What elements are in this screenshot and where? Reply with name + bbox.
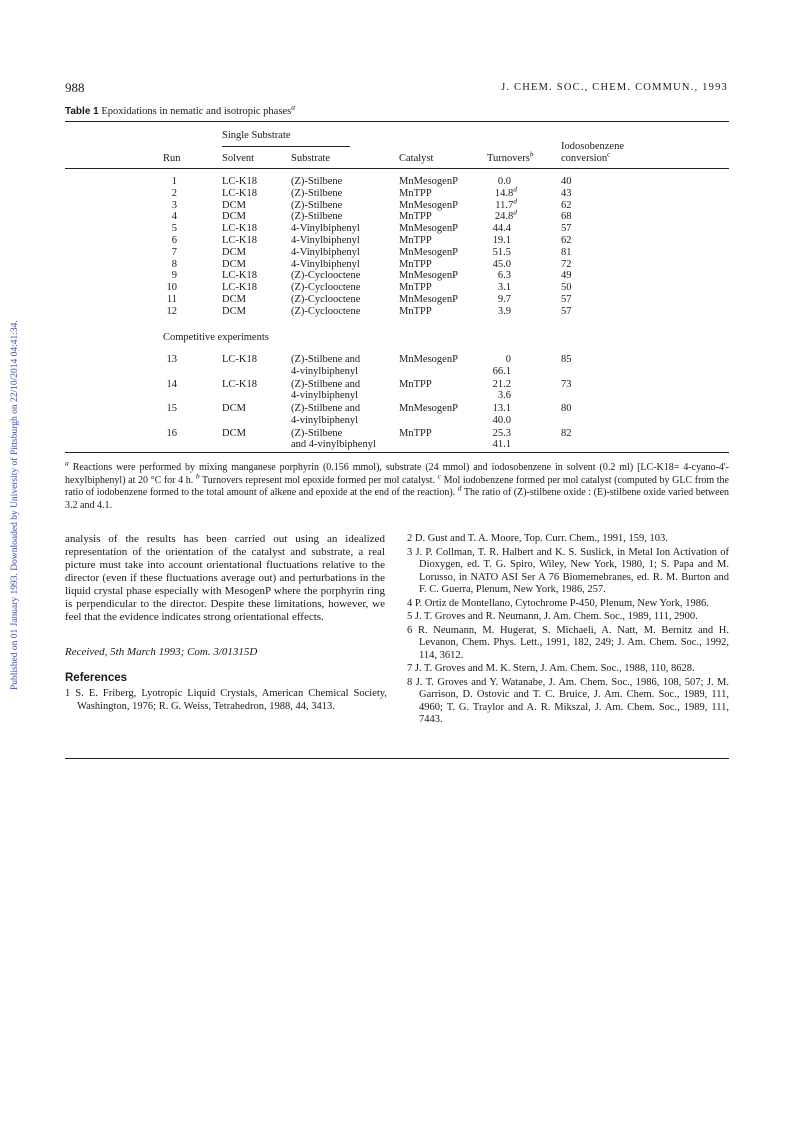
reference-item: 3 J. P. Collman, T. R. Halbert and K. S. Suslick, in Metal Ion Activation of Dioxygen, ed. T. G. Spiro, Wiley, New York, 1980, 1; S. Papa and M. Lorusso, in NATO ASI Ser A 76 Biomemebranes, ed. R. M. Burton and F. C. Guerra, Plenum, New York, 1986, 257.	[407, 546, 729, 595]
col-header-turnovers-text: Turnovers	[487, 153, 530, 164]
cell-catalyst: MnMesogenP	[399, 199, 458, 211]
col-header-run: Run	[163, 153, 181, 164]
cell-catalyst: MnTPP	[399, 427, 432, 439]
header-bottom-rule	[65, 168, 729, 169]
cell-substrate: 4-Vinylbiphenyl	[291, 223, 360, 235]
cell-substrate: (Z)-Stilbene	[291, 199, 343, 211]
cell-turnovers: 14.8$^d$	[494, 184, 517, 199]
cell-catalyst: MnMesogenP	[399, 223, 458, 235]
cell-turnovers-second: 66.1	[492, 365, 511, 377]
footnote-a: Reactions were performed by mixing manganese porphyrin (0.156 mmol), substrate (24 mmol) and iodosobenzene in solvent (0.2 ml) [LC-K18= 4-cyano-4'-hexylbiphenyl) at 20 °C for 4 h.	[65, 462, 730, 486]
cell-solvent: LC-K18	[222, 223, 257, 235]
table-top-rule	[65, 121, 729, 122]
cell-conversion: 57	[561, 294, 572, 305]
cell-run: 15	[166, 403, 177, 414]
cell-solvent: DCM	[222, 403, 246, 414]
cell-run: 8	[171, 258, 177, 270]
cell-catalyst: MnTPP	[399, 187, 432, 199]
cell-conversion: 81	[561, 246, 572, 258]
col-header-conversion-line1: Iodosobenzene	[561, 141, 624, 152]
turnovers-footnote-mark: b	[529, 149, 534, 159]
cell-catalyst: MnTPP	[399, 378, 432, 390]
cell-substrate: (Z)-Stilbene and	[291, 403, 361, 414]
cell-turnovers: 0.0	[497, 176, 511, 187]
cell-run: 7	[171, 246, 177, 258]
cell-solvent: DCM	[222, 294, 246, 305]
cell-catalyst: MnMesogenP	[399, 294, 458, 305]
reference-item: 7 J. T. Groves and M. K. Stern, J. Am. Chem. Soc., 1988, 110, 8628.	[407, 663, 695, 674]
cell-conversion: 50	[561, 282, 572, 294]
competitive-section-label: Competitive experiments	[163, 332, 269, 343]
cell-conversion: 72	[561, 258, 572, 270]
cell-conversion: 85	[561, 354, 572, 365]
cell-conversion: 80	[561, 403, 572, 414]
reference-item: 8 J. T. Groves and Y. Watanabe, J. Am. Chem. Soc., 1986, 108, 507; J. M. Garrison, D. Ostovic and T. C. Bruice, J. Am. Chem. Soc., 1989, 111, 4960; T. G. Traylor and A. R. Mikszal, J. Am. Chem. Soc., 1989, 111, 7443.	[407, 676, 729, 725]
cell-turnovers: 51.5	[492, 246, 511, 258]
cell-run: 13	[166, 354, 177, 365]
cell-substrate-continued: 4-vinylbiphenyl	[291, 365, 359, 377]
footnote-d: The ratio of (Z)-stilbene oxide : (E)-stilbene oxide varied between 3.2 and 4.1.	[65, 487, 730, 511]
cell-substrate: 4-Vinylbiphenyl	[291, 258, 360, 270]
cell-substrate-continued: 4-vinylbiphenyl	[291, 390, 359, 401]
cell-run: 4	[171, 211, 177, 223]
cell-solvent: LC-K18	[222, 270, 257, 282]
col-header-conversion-line2	[561, 149, 611, 165]
cell-catalyst: MnMesogenP	[399, 270, 458, 282]
table-bottom-rule	[65, 452, 729, 453]
cell-conversion: 73	[561, 378, 572, 390]
cell-turnovers: 45.0	[492, 258, 511, 270]
footnote-c: Mol iodobenzene formed per mol catalyst (computed by GLC from the ratio of iodobenzene formed to the total amount of alkene and epoxide at the end of the reaction).	[65, 474, 729, 498]
cell-run: 16	[166, 427, 177, 439]
cell-turnovers: 21.2	[492, 378, 511, 390]
turnovers-footnote-mark: d	[513, 207, 517, 217]
cell-conversion: 57	[561, 223, 572, 235]
cell-solvent: LC-K18	[222, 176, 257, 187]
page-number: 988	[65, 80, 85, 95]
footnote-a-mark: a	[65, 458, 69, 468]
table-footnotes	[65, 458, 730, 512]
cell-substrate: (Z)-Cyclooctene	[291, 270, 361, 282]
cell-substrate: (Z)-Cyclooctene	[291, 294, 361, 305]
footnote-d-mark: d	[457, 483, 462, 493]
turnovers-footnote-mark: d	[513, 196, 517, 206]
journal-header: J. CHEM. SOC., CHEM. COMMUN., 1993	[501, 82, 728, 93]
cell-turnovers: 11.7$^d$	[495, 196, 517, 211]
cell-catalyst: MnTPP	[399, 211, 432, 223]
cell-solvent: DCM	[222, 427, 246, 439]
cell-solvent: DCM	[222, 258, 246, 270]
cell-catalyst: MnMesogenP	[399, 176, 458, 187]
table-title: Epoxidations in nematic and isotropic phases	[101, 106, 292, 117]
cell-substrate: (Z)-Cyclooctene	[291, 282, 361, 294]
cell-turnovers: 6.3	[497, 270, 511, 282]
col-header-substrate: Substrate	[291, 153, 331, 164]
references-left-column	[65, 688, 387, 714]
cell-run: 5	[171, 223, 177, 235]
cell-solvent: LC-K18	[222, 235, 257, 246]
cell-turnovers: 0	[505, 354, 511, 365]
cell-substrate: (Z)-Stilbene and	[291, 354, 361, 365]
cell-conversion: 49	[561, 270, 572, 282]
cell-turnovers-second: 41.1	[492, 439, 511, 450]
download-notice	[10, 70, 24, 690]
reference-item: 1 S. E. Friberg, Lyotropic Liquid Crystals, American Chemical Society, Washington, 1976; R. G. Weiss, Tetrahedron, 1988, 44, 3413.	[65, 688, 387, 712]
cell-solvent: LC-K18	[222, 378, 257, 390]
cell-turnovers-second: 40.0	[492, 414, 511, 426]
col-header-catalyst: Catalyst	[399, 153, 434, 164]
cell-substrate: (Z)-Cyclooctene	[291, 305, 361, 317]
cell-run: 1	[171, 176, 177, 187]
group-header-single-substrate: Single Substrate	[222, 130, 291, 141]
cell-substrate: 4-Vinylbiphenyl	[291, 246, 360, 258]
references-right-column	[407, 533, 729, 728]
footnote-b: Turnovers represent mol epoxide formed per mol catalyst.	[201, 474, 436, 486]
cell-catalyst: MnTPP	[399, 258, 432, 270]
cell-catalyst: MnTPP	[399, 282, 432, 294]
cell-catalyst: MnTPP	[399, 235, 432, 246]
cell-solvent: LC-K18	[222, 282, 257, 294]
col-header-conversion-text: conversion	[561, 153, 608, 164]
group-header-rule	[222, 146, 350, 147]
col-header-turnovers	[487, 149, 534, 165]
cell-substrate: (Z)-Stilbene	[291, 211, 343, 223]
reference-item: 6 R. Neumann, M. Hugerat, S. Michaeli, A. Natt, M. Bernitz and H. Levanon, Chem. Phys. Lett., 1991, 182, 249; J. Am. Chem. Soc., 1992, 114, 3612.	[407, 624, 729, 661]
cell-conversion: 40	[561, 176, 572, 187]
page-bottom-rule	[65, 758, 729, 759]
cell-run: 11	[166, 294, 177, 305]
reference-item: 4 P. Ortiz de Montellano, Cytochrome P-450, Plenum, New York, 1986.	[407, 597, 709, 609]
cell-solvent: LC-K18	[222, 354, 257, 365]
cell-conversion: 43	[561, 187, 572, 199]
cell-conversion: 62	[561, 199, 572, 211]
turnovers-footnote-mark: d	[513, 184, 517, 194]
conversion-footnote-mark: c	[607, 149, 611, 159]
cell-conversion: 82	[561, 427, 572, 439]
references-heading: References	[65, 672, 128, 684]
cell-conversion: 57	[561, 305, 572, 317]
cell-turnovers-second: 3.6	[497, 390, 511, 401]
cell-catalyst: MnTPP	[399, 305, 432, 317]
cell-solvent: DCM	[222, 246, 246, 258]
col-header-solvent: Solvent	[222, 153, 255, 164]
cell-turnovers: 3.9	[497, 305, 511, 317]
cell-solvent: DCM	[222, 211, 246, 223]
cell-turnovers: 19.1	[492, 235, 511, 246]
cell-run: 9	[171, 270, 177, 282]
table-title-footnote-mark: a	[291, 102, 295, 112]
table-label: Table 1	[65, 106, 99, 117]
cell-conversion: 68	[561, 211, 572, 223]
cell-substrate: (Z)-Stilbene and	[291, 378, 361, 390]
cell-turnovers: 13.1	[492, 403, 511, 414]
reference-item: 5 J. T. Groves and R. Neumann, J. Am. Chem. Soc., 1989, 111, 2900.	[407, 611, 698, 622]
cell-turnovers: 9.7	[497, 294, 511, 305]
cell-solvent: LC-K18	[222, 187, 257, 199]
cell-run: 14	[166, 378, 177, 390]
cell-turnovers: 24.8$^d$	[494, 207, 517, 223]
cell-run: 10	[166, 282, 177, 294]
cell-substrate: (Z)-Stilbene	[291, 176, 343, 187]
cell-turnovers: 44.4	[492, 223, 511, 235]
cell-solvent: DCM	[222, 305, 246, 317]
cell-turnovers: 3.1	[497, 282, 511, 294]
cell-catalyst: MnMesogenP	[399, 354, 458, 365]
cell-substrate-continued: and 4-vinylbiphenyl	[291, 439, 376, 450]
cell-substrate-continued: 4-vinylbiphenyl	[291, 414, 359, 426]
footnote-c-mark: c	[437, 471, 441, 481]
cell-catalyst: MnMesogenP	[399, 403, 458, 414]
download-notice-text: Published on 01 January 1993. Downloaded by University of Pittsburgh on 22/10/2014 04:41:34.	[10, 320, 20, 690]
table-caption	[65, 102, 295, 117]
body-paragraph: analysis of the results has been carried out using an idealized representation of the orientation of the catalyst and substrate, a real picture must take into account orientational fluctuations relative to the director (even if these fluctuations average out) and perturbations in the liquid crystal phase especially with MesogenP where the porphyrin ring is perpendicular to the director. Despite these limitations, however, we feel that the evidence indicates strong orientational effects.	[65, 533, 385, 623]
cell-run: 12	[166, 305, 177, 317]
cell-solvent: DCM	[222, 199, 246, 211]
cell-substrate: 4-Vinylbiphenyl	[291, 235, 360, 246]
cell-run: 6	[171, 235, 177, 246]
footnote-b-mark: b	[195, 471, 200, 481]
cell-conversion: 62	[561, 235, 572, 246]
cell-run: 3	[171, 199, 177, 211]
reference-item: 2 D. Gust and T. A. Moore, Top. Curr. Chem., 1991, 159, 103.	[407, 533, 668, 544]
cell-substrate: (Z)-Stilbene	[291, 427, 343, 439]
cell-turnovers: 25.3	[492, 427, 511, 439]
cell-substrate: (Z)-Stilbene	[291, 187, 343, 199]
received-line: Received, 5th March 1993; Com. 3/01315D	[65, 646, 258, 658]
cell-run: 2	[171, 187, 177, 199]
cell-catalyst: MnMesogenP	[399, 246, 458, 258]
